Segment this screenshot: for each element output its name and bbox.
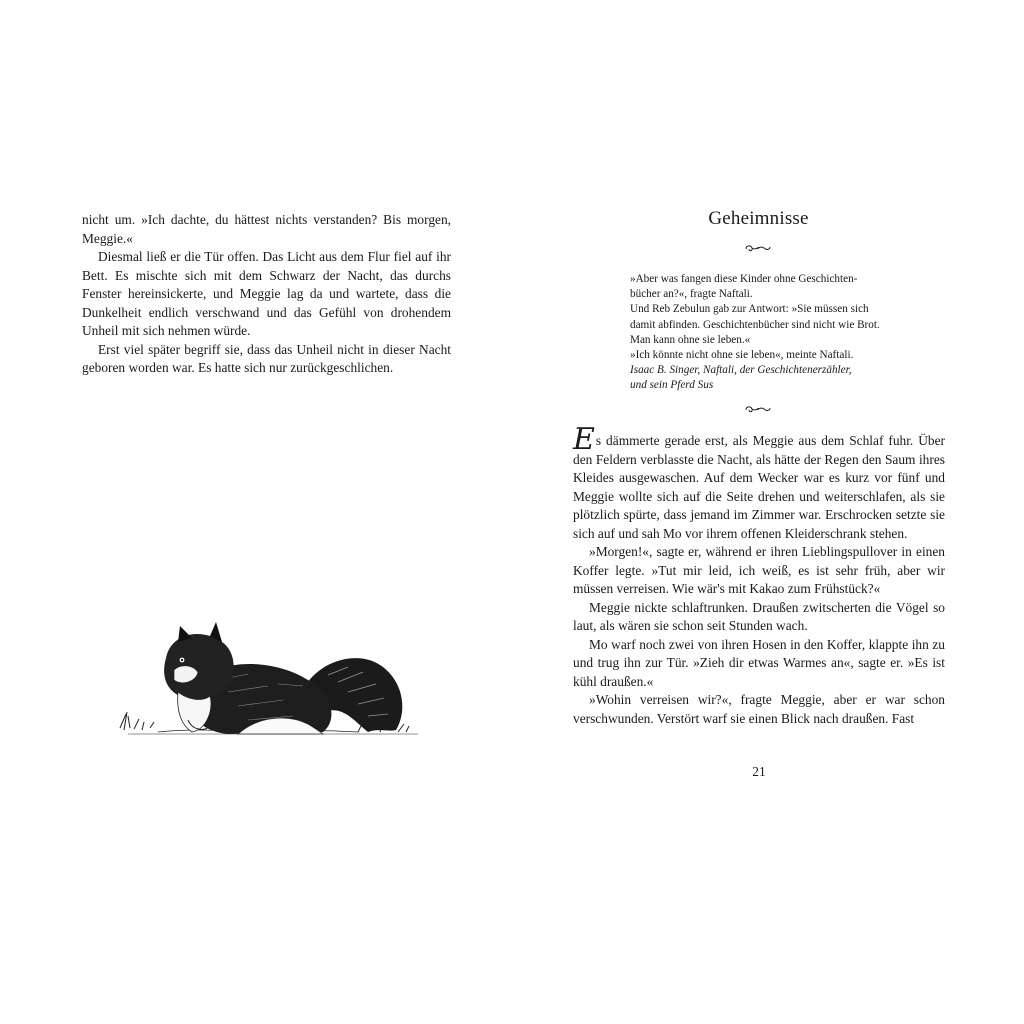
chapter-title: Geheimnisse [708,208,809,229]
epigraph [630,272,886,394]
paragraph: »Wohin verreisen wir?«, fragte Meggie, aber er war schon verschwunden. Verstört warf sie einen Blick nach draußen. Fast [573,692,945,726]
epigraph-attribution: Isaac B. Singer, Naftali, der Geschichtenerzähler, [630,364,852,377]
cat-sketch-icon [118,620,428,750]
page-number: 21 [752,764,766,779]
epigraph-line: Und Reb Zebulun gab zur Antwort: »Sie müssen sich [630,303,869,316]
epigraph-line: bücher an?«, fragte Naftali. [630,288,753,301]
drop-cap: E [573,422,595,457]
paragraph: »Morgen!«, sagte er, während er ihren Lieblingspullover in einen Koffer legte. »Tut mir leid, ich weiß, es ist sehr früh, aber wir müssen verreisen. Wie wär's mit Kakao zum Frühstück?« [573,544,945,596]
epigraph-line: Man kann ohne sie leben.« [630,333,751,346]
flourish-ornament-icon [743,242,773,254]
paragraph: Meggie nickte schlaftrunken. Draußen zwitscherten die Vögel so laut, als wären sie schon seit Stunden wach. [573,599,945,633]
first-paragraph [573,422,945,543]
paragraph: Erst viel später begriff sie, dass das Unheil nicht in dieser Nacht geboren worden war. Es hatte sich nur zurückgeschlichen. [82,341,451,375]
paragraph: nicht um. »Ich dachte, du hättest nichts verstanden? Bis morgen, Meggie.« [82,212,451,246]
paragraph: Mo warf noch zwei von ihren Hosen in den Koffer, klappte ihn zu und trug ihn zur Tür. »Zieh dir etwas Warmes an«, sagte er. »Es ist kühl draußen.« [573,636,945,689]
first-paragraph-text: s dämmerte gerade erst, als Meggie aus dem Schlaf fuhr. Über den Feldern verblasste die Nacht, als hätte der Regen den Saum ihres Kleides ausgewaschen. Auf dem Wecker war es kurz vor fünf und Meggie wollte sich auf die Seite drehen und weiterschlafen, als sie plötzlich spürte, dass jemand im Zimmer war. Erschrocken setzte sie sich auf und sah Mo vor ihrem offenen Kleiderschrank stehen. [573,433,945,541]
epigraph-line: »Ich könnte nicht ohne sie leben«, meinte Naftali. [630,349,854,362]
epigraph-attribution: und sein Pferd Sus [630,379,714,392]
flourish-ornament-icon [743,403,773,415]
paragraph: Diesmal ließ er die Tür offen. Das Licht aus dem Flur fiel auf ihr Bett. Es mischte sich mit dem Schwarz der Nacht, das durchs Fenster hereinsickerte, und Meggie lag da und wartete, dass die Dunkelheit endlich verschwand und das Gefühl von drohendem Unheil mit sich nehmen würde. [82,249,451,338]
right-page [512,0,1024,1024]
left-page-text [82,211,451,378]
epigraph-line: damit abfinden. Geschichtenbücher sind nicht wie Brot. [630,318,880,331]
right-page-text [573,422,945,728]
epigraph-line: »Aber was fangen diese Kinder ohne Geschichten- [630,273,858,285]
